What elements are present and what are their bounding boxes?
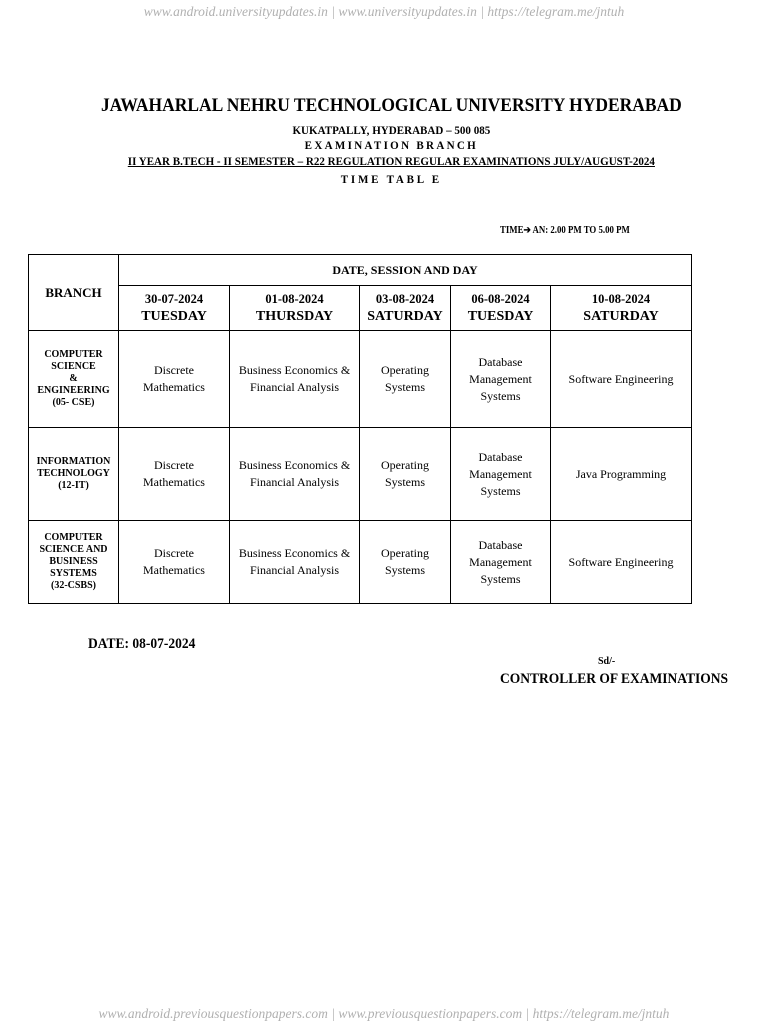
branch-name-line: (12-IT)	[58, 480, 89, 491]
exam-time-note: TIME➔ AN: 2.00 PM TO 5.00 PM	[500, 225, 630, 236]
exam-date: 06-08-2024	[471, 292, 530, 306]
date-column-header	[551, 286, 692, 331]
watermark-top: www.android.universityupdates.in | www.universityupdates.in | https://telegram.me/jntuh	[143, 4, 625, 19]
branch-name-line: SYSTEMS	[50, 568, 97, 579]
subject-cell: Operating Systems	[360, 428, 451, 521]
branch-cell	[29, 521, 119, 604]
subject-cell: Business Economics & Financial Analysis	[230, 428, 360, 521]
exam-title	[31, 154, 752, 169]
exam-day: SATURDAY	[583, 309, 659, 324]
subject-cell: Operating Systems	[360, 331, 451, 428]
exam-day: TUESDAY	[467, 309, 534, 324]
date-column-header	[230, 286, 360, 331]
subject-cell: Database Management Systems	[451, 521, 551, 604]
branch-cell	[29, 428, 119, 521]
subject-cell: Java Programming	[551, 428, 692, 521]
branch-name-line: &	[69, 373, 78, 384]
exam-day: TUESDAY	[141, 309, 207, 324]
exam-title-text: II YEAR B.TECH - II SEMESTER – R22 REGULATION REGULAR EXAMINATIONS JULY/AUGUST-2024	[127, 154, 655, 168]
date-session-day-header: DATE, SESSION AND DAY	[119, 255, 692, 286]
branch-name-line: (05- CSE)	[52, 397, 95, 408]
exam-day: SATURDAY	[367, 309, 443, 324]
branch-name-line: SCIENCE AND	[39, 544, 108, 555]
exam-date: 30-07-2024	[144, 292, 204, 306]
subject-cell: Operating Systems	[360, 521, 451, 604]
subject-cell: Software Engineering	[551, 331, 692, 428]
branch-name-line: (32-CSBS)	[50, 580, 96, 591]
controller-signature: CONTROLLER OF EXAMINATIONS	[500, 671, 729, 687]
subject-cell: Database Management Systems	[451, 428, 551, 521]
branch-name-line: BUSINESS	[49, 556, 98, 567]
subject-cell: Discrete Mathematics	[119, 331, 230, 428]
exam-date: 03-08-2024	[375, 292, 435, 306]
table-row	[29, 428, 692, 521]
date-column-header	[451, 286, 551, 331]
subject-cell: Business Economics & Financial Analysis	[230, 521, 360, 604]
timetable-body	[29, 331, 692, 604]
exam-day: THURSDAY	[255, 309, 334, 324]
branch-column-header: BRANCH	[29, 255, 119, 331]
examination-branch: EXAMINATION BRANCH	[304, 138, 479, 152]
table-header-row	[29, 255, 692, 286]
branch-name-line: ENGINEERING	[37, 385, 110, 396]
branch-name-line: TECHNOLOGY	[37, 468, 110, 479]
issue-date: DATE: 08-07-2024	[88, 636, 196, 652]
subject-cell: Business Economics & Financial Analysis	[230, 331, 360, 428]
subject-cell: Database Management Systems	[451, 331, 551, 428]
watermark-bottom: www.android.previousquestionpapers.com | www.previousquestionpapers.com | https://telegram.me/jntuh	[98, 1006, 670, 1021]
branch-name-line: COMPUTER SCIENCE	[44, 349, 103, 372]
university-address: KUKATPALLY, HYDERABAD – 500 085	[292, 123, 491, 137]
subject-cell: Software Engineering	[551, 521, 692, 604]
exam-date: 10-08-2024	[591, 292, 651, 306]
subject-cell: Discrete Mathematics	[119, 521, 230, 604]
table-row	[29, 521, 692, 604]
date-header-row	[29, 286, 692, 331]
signature-mark: Sd/-	[598, 656, 616, 667]
timetable-heading: TIME TABL E	[340, 172, 442, 186]
university-title: JAWAHARLAL NEHRU TECHNOLOGICAL UNIVERSITY HYDERABAD	[100, 95, 682, 116]
table-row	[29, 331, 692, 428]
branch-name-line: COMPUTER	[44, 532, 103, 543]
subject-cell: Discrete Mathematics	[119, 428, 230, 521]
timetable-table	[28, 254, 692, 604]
exam-date: 01-08-2024	[265, 292, 324, 306]
branch-cell	[29, 331, 119, 428]
date-column-header	[360, 286, 451, 331]
date-column-header	[119, 286, 230, 331]
branch-name-line: INFORMATION	[36, 456, 111, 467]
